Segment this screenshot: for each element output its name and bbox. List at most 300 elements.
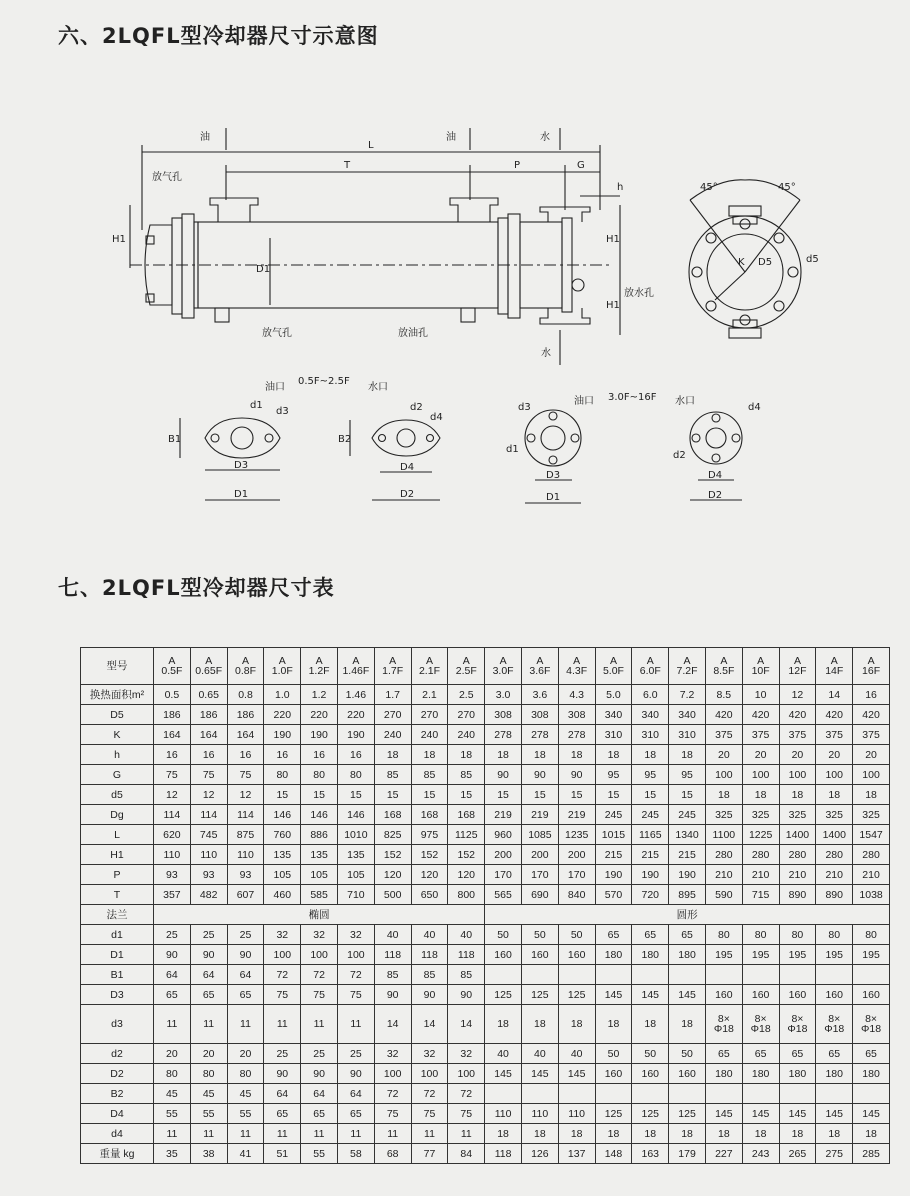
- value-cell: 500: [374, 885, 411, 905]
- value-cell: 11: [448, 1124, 485, 1144]
- value-cell: 50: [558, 925, 595, 945]
- value-cell: 11: [301, 1005, 338, 1044]
- value-cell: 50: [521, 925, 558, 945]
- value-cell: 8× Φ18: [816, 1005, 853, 1044]
- label-D1: D1: [256, 264, 271, 275]
- value-cell: 40: [448, 925, 485, 945]
- value-cell: 75: [264, 985, 301, 1005]
- value-cell: 75: [374, 1104, 411, 1124]
- value-cell: 179: [669, 1144, 706, 1164]
- value-cell: 100: [705, 765, 742, 785]
- flange-round-cell: 圆形: [485, 905, 890, 925]
- value-cell: 95: [632, 765, 669, 785]
- value-cell: 160: [521, 945, 558, 965]
- value-cell: 0.5: [154, 685, 191, 705]
- model-cell: A 14F: [816, 648, 853, 685]
- value-cell: 100: [301, 945, 338, 965]
- value-cell: 215: [669, 845, 706, 865]
- value-cell: 16: [227, 745, 264, 765]
- value-cell: 15: [264, 785, 301, 805]
- value-cell: 18: [816, 785, 853, 805]
- value-cell: 145: [485, 1064, 522, 1084]
- value-cell: 14: [411, 1005, 448, 1044]
- value-cell: 75: [411, 1104, 448, 1124]
- value-cell: 65: [264, 1104, 301, 1124]
- value-cell: 285: [853, 1144, 890, 1164]
- table-row: [81, 925, 890, 945]
- f4-d4: d4: [748, 402, 761, 413]
- value-cell: 90: [301, 1064, 338, 1084]
- value-cell: [485, 965, 522, 985]
- value-cell: 164: [227, 725, 264, 745]
- value-cell: 460: [264, 885, 301, 905]
- value-cell: 14: [448, 1005, 485, 1044]
- flange-label-cell: 法兰: [81, 905, 154, 925]
- value-cell: [779, 1084, 816, 1104]
- value-cell: 148: [595, 1144, 632, 1164]
- model-cell: A 0.65F: [190, 648, 227, 685]
- value-cell: 90: [374, 985, 411, 1005]
- value-cell: 18: [521, 1124, 558, 1144]
- value-cell: 890: [816, 885, 853, 905]
- value-cell: [816, 965, 853, 985]
- value-cell: 160: [558, 945, 595, 965]
- label-water-drain: 放水孔: [624, 288, 654, 299]
- value-cell: 20: [816, 745, 853, 765]
- value-cell: 310: [595, 725, 632, 745]
- row-label-cell: D4: [81, 1104, 154, 1124]
- model-cell: A 1.0F: [264, 648, 301, 685]
- value-cell: 145: [779, 1104, 816, 1124]
- value-cell: 75: [448, 1104, 485, 1124]
- value-cell: 180: [779, 1064, 816, 1084]
- value-cell: 110: [227, 845, 264, 865]
- value-cell: 145: [632, 985, 669, 1005]
- value-cell: 65: [190, 985, 227, 1005]
- value-cell: 200: [485, 845, 522, 865]
- value-cell: 11: [227, 1005, 264, 1044]
- value-cell: 7.2: [669, 685, 706, 705]
- value-cell: 1085: [521, 825, 558, 845]
- value-cell: 278: [521, 725, 558, 745]
- flange-round-2: [690, 412, 742, 464]
- value-cell: 15: [558, 785, 595, 805]
- value-cell: 565: [485, 885, 522, 905]
- value-cell: 32: [337, 925, 374, 945]
- row-label-cell: d3: [81, 1005, 154, 1044]
- value-cell: 145: [705, 1104, 742, 1124]
- value-cell: 114: [154, 805, 191, 825]
- value-cell: 280: [779, 845, 816, 865]
- label-h: h: [617, 182, 624, 193]
- f1-D3: D3: [234, 460, 249, 471]
- value-cell: 85: [448, 965, 485, 985]
- model-cell: A 12F: [779, 648, 816, 685]
- value-cell: 308: [558, 705, 595, 725]
- value-cell: 340: [632, 705, 669, 725]
- value-cell: 375: [853, 725, 890, 745]
- value-cell: [558, 1084, 595, 1104]
- value-cell: 25: [190, 925, 227, 945]
- value-cell: 114: [190, 805, 227, 825]
- value-cell: 160: [853, 985, 890, 1005]
- row-label-cell: Dg: [81, 805, 154, 825]
- value-cell: 68: [374, 1144, 411, 1164]
- flange-oval-cell: 椭圆: [154, 905, 485, 925]
- value-cell: 145: [853, 1104, 890, 1124]
- value-cell: 1125: [448, 825, 485, 845]
- value-cell: 6.0: [632, 685, 669, 705]
- label-angle1: 45°: [700, 182, 718, 193]
- model-cell: A 0.5F: [154, 648, 191, 685]
- value-cell: 11: [154, 1124, 191, 1144]
- value-cell: 210: [816, 865, 853, 885]
- value-cell: 11: [337, 1124, 374, 1144]
- value-cell: 325: [853, 805, 890, 825]
- value-cell: 137: [558, 1144, 595, 1164]
- value-cell: 195: [742, 945, 779, 965]
- value-cell: 690: [521, 885, 558, 905]
- value-cell: 145: [742, 1104, 779, 1124]
- value-cell: 110: [190, 845, 227, 865]
- value-cell: 195: [853, 945, 890, 965]
- value-cell: 220: [264, 705, 301, 725]
- row-label-cell: D1: [81, 945, 154, 965]
- value-cell: 160: [705, 985, 742, 1005]
- value-cell: 482: [190, 885, 227, 905]
- value-cell: 715: [742, 885, 779, 905]
- value-cell: 145: [669, 985, 706, 1005]
- f3-D3: D3: [546, 470, 561, 481]
- flange-oval-1: [205, 418, 280, 458]
- value-cell: 160: [485, 945, 522, 965]
- value-cell: 160: [816, 985, 853, 1005]
- value-cell: 90: [154, 945, 191, 965]
- value-cell: [595, 1084, 632, 1104]
- value-cell: 163: [632, 1144, 669, 1164]
- value-cell: 40: [485, 1044, 522, 1064]
- table-row: [81, 1124, 890, 1144]
- value-cell: [853, 965, 890, 985]
- value-cell: 65: [816, 1044, 853, 1064]
- label-T: T: [344, 160, 351, 171]
- row-label-cell: T: [81, 885, 154, 905]
- model-cell: A 3.0F: [485, 648, 522, 685]
- label-angle2: 45°: [778, 182, 796, 193]
- value-cell: 120: [374, 865, 411, 885]
- value-cell: 64: [227, 965, 264, 985]
- value-cell: 80: [190, 1064, 227, 1084]
- value-cell: 1038: [853, 885, 890, 905]
- label-oil-drain: 放油孔: [398, 328, 428, 339]
- value-cell: 11: [264, 1005, 301, 1044]
- value-cell: 125: [595, 1104, 632, 1124]
- value-cell: 1.0: [264, 685, 301, 705]
- value-cell: 160: [669, 1064, 706, 1084]
- value-cell: [669, 1084, 706, 1104]
- value-cell: [779, 965, 816, 985]
- value-cell: 90: [448, 985, 485, 1005]
- model-cell: A 3.6F: [521, 648, 558, 685]
- value-cell: 105: [264, 865, 301, 885]
- value-cell: 75: [301, 985, 338, 1005]
- value-cell: 65: [301, 1104, 338, 1124]
- value-cell: 100: [337, 945, 374, 965]
- value-cell: 210: [742, 865, 779, 885]
- value-cell: 18: [742, 1124, 779, 1144]
- value-cell: 32: [264, 925, 301, 945]
- model-cell: A 16F: [853, 648, 890, 685]
- value-cell: 152: [411, 845, 448, 865]
- value-cell: 1340: [669, 825, 706, 845]
- value-cell: 0.8: [227, 685, 264, 705]
- value-cell: 18: [521, 745, 558, 765]
- vent-boss: [215, 308, 229, 322]
- value-cell: 146: [301, 805, 338, 825]
- value-cell: 278: [558, 725, 595, 745]
- value-cell: 590: [705, 885, 742, 905]
- value-cell: 18: [705, 1124, 742, 1144]
- label-L: L: [368, 140, 374, 151]
- value-cell: 55: [154, 1104, 191, 1124]
- model-cell: A 6.0F: [632, 648, 669, 685]
- value-cell: 125: [521, 985, 558, 1005]
- value-cell: 152: [374, 845, 411, 865]
- value-cell: 15: [485, 785, 522, 805]
- value-cell: 180: [669, 945, 706, 965]
- value-cell: 1100: [705, 825, 742, 845]
- value-cell: 160: [779, 985, 816, 1005]
- value-cell: 16: [190, 745, 227, 765]
- value-cell: 65: [742, 1044, 779, 1064]
- table-row: [81, 1044, 890, 1064]
- value-cell: 270: [411, 705, 448, 725]
- value-cell: 210: [853, 865, 890, 885]
- value-cell: 16: [337, 745, 374, 765]
- value-cell: 100: [374, 1064, 411, 1084]
- f1-d3: d3: [276, 406, 289, 417]
- value-cell: 51: [264, 1144, 301, 1164]
- value-cell: 32: [301, 925, 338, 945]
- value-cell: [742, 965, 779, 985]
- value-cell: 110: [521, 1104, 558, 1124]
- value-cell: 1400: [816, 825, 853, 845]
- value-cell: 110: [558, 1104, 595, 1124]
- value-cell: 18: [853, 1124, 890, 1144]
- value-cell: 190: [301, 725, 338, 745]
- value-cell: 357: [154, 885, 191, 905]
- value-cell: 840: [558, 885, 595, 905]
- value-cell: 18: [669, 745, 706, 765]
- label-d5: d5: [806, 254, 819, 265]
- value-cell: 64: [190, 965, 227, 985]
- large-range: 3.0F~16F: [608, 392, 657, 403]
- f2-B2: B2: [338, 434, 352, 445]
- row-label-cell: P: [81, 865, 154, 885]
- value-cell: 18: [742, 785, 779, 805]
- value-cell: 145: [595, 985, 632, 1005]
- value-cell: 18: [521, 1005, 558, 1044]
- value-cell: 65: [337, 1104, 374, 1124]
- value-cell: 18: [374, 745, 411, 765]
- value-cell: 20: [154, 1044, 191, 1064]
- f1-D1: D1: [234, 489, 249, 500]
- value-cell: 105: [301, 865, 338, 885]
- value-cell: 308: [485, 705, 522, 725]
- value-cell: 120: [411, 865, 448, 885]
- value-cell: 50: [669, 1044, 706, 1064]
- value-cell: 12: [779, 685, 816, 705]
- value-cell: 243: [742, 1144, 779, 1164]
- value-cell: 105: [337, 865, 374, 885]
- model-cell: A 4.3F: [558, 648, 595, 685]
- value-cell: 280: [705, 845, 742, 865]
- f2-D4: D4: [400, 462, 415, 473]
- value-cell: 186: [154, 705, 191, 725]
- value-cell: 800: [448, 885, 485, 905]
- table-row: [81, 985, 890, 1005]
- row-label-cell: H1: [81, 845, 154, 865]
- value-cell: 11: [190, 1124, 227, 1144]
- value-cell: 110: [154, 845, 191, 865]
- value-cell: 85: [374, 965, 411, 985]
- value-cell: 375: [742, 725, 779, 745]
- value-cell: 40: [411, 925, 448, 945]
- value-cell: 72: [337, 965, 374, 985]
- value-cell: 85: [374, 765, 411, 785]
- value-cell: 25: [301, 1044, 338, 1064]
- value-cell: 270: [448, 705, 485, 725]
- f2-d2: d2: [410, 402, 423, 413]
- value-cell: 960: [485, 825, 522, 845]
- value-cell: 160: [632, 1064, 669, 1084]
- value-cell: 100: [816, 765, 853, 785]
- model-cell: A 5.0F: [595, 648, 632, 685]
- model-cell: A 2.1F: [411, 648, 448, 685]
- value-cell: 375: [816, 725, 853, 745]
- left-flange-2: [182, 214, 194, 318]
- table-heading: 七、2LQFL型冷却器尺寸表: [58, 576, 335, 600]
- value-cell: 200: [558, 845, 595, 865]
- value-cell: 85: [448, 765, 485, 785]
- value-cell: 745: [190, 825, 227, 845]
- value-cell: 20: [705, 745, 742, 765]
- value-cell: 890: [779, 885, 816, 905]
- value-cell: [558, 965, 595, 985]
- table-row: [81, 745, 890, 765]
- value-cell: 895: [669, 885, 706, 905]
- value-cell: 215: [595, 845, 632, 865]
- value-cell: 8× Φ18: [705, 1005, 742, 1044]
- value-cell: 280: [853, 845, 890, 865]
- value-cell: 15: [301, 785, 338, 805]
- flange-oval-2: [372, 420, 440, 456]
- value-cell: 195: [705, 945, 742, 965]
- value-cell: 1.7: [374, 685, 411, 705]
- dimension-table: [80, 647, 890, 1164]
- value-cell: 20: [227, 1044, 264, 1064]
- value-cell: 65: [779, 1044, 816, 1064]
- f4-d2: d2: [673, 450, 686, 461]
- value-cell: 18: [632, 1124, 669, 1144]
- row-label-cell: 重量 kg: [81, 1144, 154, 1164]
- row-label-cell: d1: [81, 925, 154, 945]
- value-cell: 64: [337, 1084, 374, 1104]
- value-cell: 340: [595, 705, 632, 725]
- f3-d1: d1: [506, 444, 519, 455]
- f1-d1: d1: [250, 400, 263, 411]
- table-row: [81, 905, 890, 925]
- value-cell: 118: [485, 1144, 522, 1164]
- value-cell: 75: [337, 985, 374, 1005]
- value-cell: 20: [779, 745, 816, 765]
- value-cell: 64: [154, 965, 191, 985]
- table-row: [81, 805, 890, 825]
- value-cell: [521, 1084, 558, 1104]
- value-cell: 170: [558, 865, 595, 885]
- value-cell: 75: [190, 765, 227, 785]
- value-cell: 650: [411, 885, 448, 905]
- value-cell: 245: [595, 805, 632, 825]
- model-cell: A 10F: [742, 648, 779, 685]
- f3-D1: D1: [546, 492, 561, 503]
- value-cell: 32: [374, 1044, 411, 1064]
- table-row: [81, 1084, 890, 1104]
- value-cell: 135: [264, 845, 301, 865]
- value-cell: 270: [374, 705, 411, 725]
- value-cell: 72: [411, 1084, 448, 1104]
- large-caption-right: 水口: [675, 396, 695, 407]
- value-cell: 100: [779, 765, 816, 785]
- table-row: [81, 965, 890, 985]
- label-H1-right-bottom: H1: [606, 300, 620, 311]
- table-row: [81, 865, 890, 885]
- large-caption-left: 油口: [574, 396, 594, 407]
- value-cell: 620: [154, 825, 191, 845]
- f2-d4: d4: [430, 412, 443, 423]
- value-cell: 15: [337, 785, 374, 805]
- value-cell: 210: [779, 865, 816, 885]
- value-cell: 85: [411, 765, 448, 785]
- value-cell: 8× Φ18: [779, 1005, 816, 1044]
- value-cell: 125: [485, 985, 522, 1005]
- table-row: [81, 1104, 890, 1124]
- value-cell: 180: [816, 1064, 853, 1084]
- value-cell: 45: [227, 1084, 264, 1104]
- value-cell: 72: [374, 1084, 411, 1104]
- value-cell: 80: [742, 925, 779, 945]
- value-cell: 100: [411, 1064, 448, 1084]
- value-cell: 3.0: [485, 685, 522, 705]
- value-cell: 65: [669, 925, 706, 945]
- value-cell: 8× Φ18: [853, 1005, 890, 1044]
- row-label-cell: L: [81, 825, 154, 845]
- value-cell: [485, 1084, 522, 1104]
- value-cell: 72: [301, 965, 338, 985]
- value-cell: 20: [742, 745, 779, 765]
- flange-round-1: [525, 410, 581, 466]
- value-cell: 65: [595, 925, 632, 945]
- value-cell: 15: [632, 785, 669, 805]
- label-G: G: [577, 160, 585, 171]
- model-label-cell: 型号: [81, 648, 154, 685]
- f4-D4: D4: [708, 470, 723, 481]
- value-cell: 80: [301, 765, 338, 785]
- value-cell: 15: [448, 785, 485, 805]
- row-label-cell: 换热面积m²: [81, 685, 154, 705]
- value-cell: 180: [705, 1064, 742, 1084]
- table-row: [81, 765, 890, 785]
